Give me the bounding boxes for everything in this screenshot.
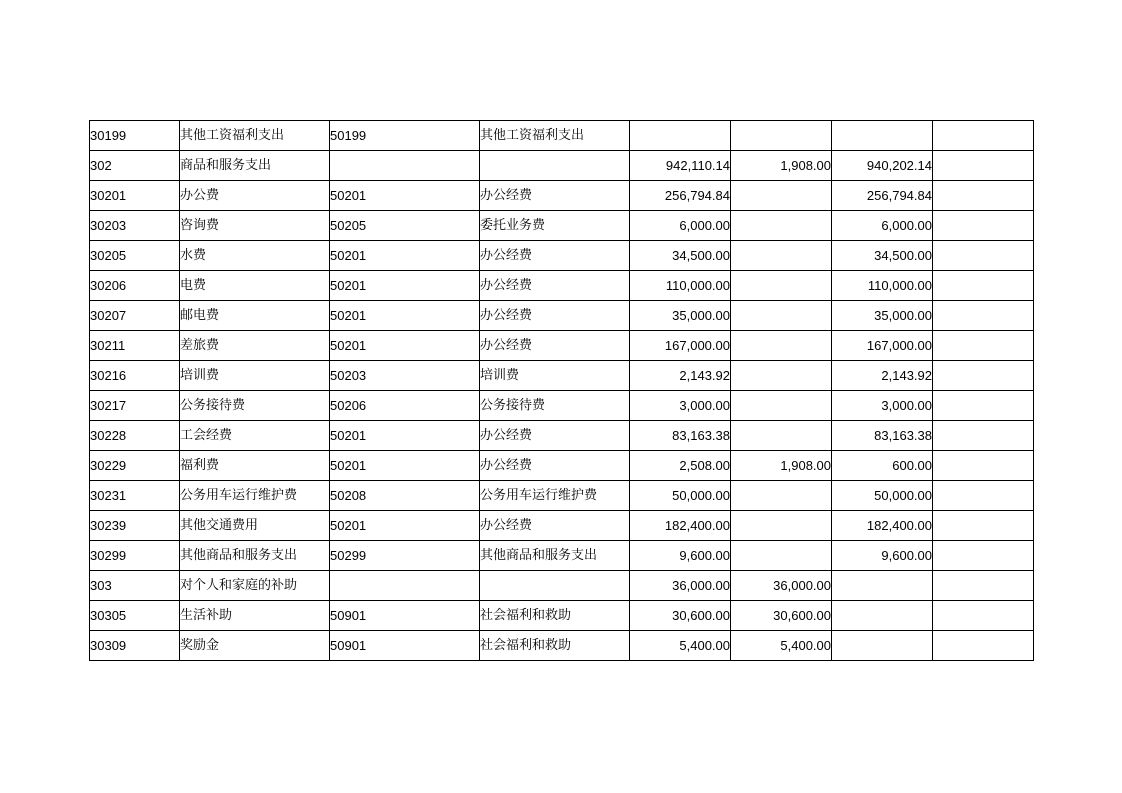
basic-amount-cell: 1,908.00 xyxy=(731,151,832,181)
project-amount-cell xyxy=(832,601,933,631)
func-name-cell: 工会经费 xyxy=(180,421,330,451)
func-code-cell: 30299 xyxy=(90,541,180,571)
func-code-cell: 30229 xyxy=(90,451,180,481)
func-code-cell: 30201 xyxy=(90,181,180,211)
other-amount-cell xyxy=(933,331,1034,361)
project-amount-cell: 35,000.00 xyxy=(832,301,933,331)
table-row xyxy=(90,151,1034,181)
other-amount-cell xyxy=(933,121,1034,151)
func-name-cell: 邮电费 xyxy=(180,301,330,331)
func-code-cell: 30211 xyxy=(90,331,180,361)
econ-name-cell: 办公经费 xyxy=(480,271,630,301)
other-amount-cell xyxy=(933,511,1034,541)
func-name-cell: 咨询费 xyxy=(180,211,330,241)
econ-code-cell: 50901 xyxy=(330,631,480,661)
table-row xyxy=(90,421,1034,451)
project-amount-cell: 2,143.92 xyxy=(832,361,933,391)
other-amount-cell xyxy=(933,631,1034,661)
func-name-cell: 办公费 xyxy=(180,181,330,211)
econ-name-cell xyxy=(480,571,630,601)
total-amount-cell: 110,000.00 xyxy=(630,271,731,301)
econ-name-cell xyxy=(480,151,630,181)
total-amount-cell: 34,500.00 xyxy=(630,241,731,271)
project-amount-cell: 50,000.00 xyxy=(832,481,933,511)
project-amount-cell: 167,000.00 xyxy=(832,331,933,361)
econ-code-cell: 50201 xyxy=(330,181,480,211)
basic-amount-cell xyxy=(731,421,832,451)
econ-name-cell: 公务用车运行维护费 xyxy=(480,481,630,511)
budget-table-body xyxy=(90,121,1034,661)
econ-code-cell: 50201 xyxy=(330,241,480,271)
func-name-cell: 公务接待费 xyxy=(180,391,330,421)
project-amount-cell: 940,202.14 xyxy=(832,151,933,181)
func-code-cell: 30231 xyxy=(90,481,180,511)
table-row xyxy=(90,361,1034,391)
func-code-cell: 302 xyxy=(90,151,180,181)
basic-amount-cell xyxy=(731,481,832,511)
basic-amount-cell xyxy=(731,331,832,361)
other-amount-cell xyxy=(933,451,1034,481)
econ-name-cell: 办公经费 xyxy=(480,181,630,211)
table-row xyxy=(90,301,1034,331)
table-row xyxy=(90,181,1034,211)
total-amount-cell: 6,000.00 xyxy=(630,211,731,241)
total-amount-cell: 3,000.00 xyxy=(630,391,731,421)
total-amount-cell: 256,794.84 xyxy=(630,181,731,211)
other-amount-cell xyxy=(933,571,1034,601)
func-code-cell: 30206 xyxy=(90,271,180,301)
project-amount-cell: 182,400.00 xyxy=(832,511,933,541)
econ-code-cell: 50201 xyxy=(330,301,480,331)
func-code-cell: 30216 xyxy=(90,361,180,391)
total-amount-cell: 50,000.00 xyxy=(630,481,731,511)
econ-name-cell: 办公经费 xyxy=(480,241,630,271)
econ-code-cell: 50201 xyxy=(330,331,480,361)
total-amount-cell: 9,600.00 xyxy=(630,541,731,571)
basic-amount-cell xyxy=(731,271,832,301)
project-amount-cell xyxy=(832,121,933,151)
func-code-cell: 30203 xyxy=(90,211,180,241)
basic-amount-cell xyxy=(731,541,832,571)
total-amount-cell: 167,000.00 xyxy=(630,331,731,361)
table-row xyxy=(90,601,1034,631)
econ-code-cell: 50201 xyxy=(330,451,480,481)
basic-amount-cell xyxy=(731,301,832,331)
func-name-cell: 对个人和家庭的补助 xyxy=(180,571,330,601)
other-amount-cell xyxy=(933,601,1034,631)
econ-code-cell xyxy=(330,571,480,601)
total-amount-cell: 83,163.38 xyxy=(630,421,731,451)
func-code-cell: 30239 xyxy=(90,511,180,541)
project-amount-cell: 6,000.00 xyxy=(832,211,933,241)
func-name-cell: 生活补助 xyxy=(180,601,330,631)
other-amount-cell xyxy=(933,361,1034,391)
table-row xyxy=(90,331,1034,361)
table-row xyxy=(90,121,1034,151)
econ-name-cell: 社会福利和救助 xyxy=(480,631,630,661)
project-amount-cell: 34,500.00 xyxy=(832,241,933,271)
basic-amount-cell xyxy=(731,511,832,541)
econ-name-cell: 其他商品和服务支出 xyxy=(480,541,630,571)
econ-code-cell: 50206 xyxy=(330,391,480,421)
other-amount-cell xyxy=(933,421,1034,451)
basic-amount-cell xyxy=(731,361,832,391)
func-code-cell: 30207 xyxy=(90,301,180,331)
econ-code-cell: 50201 xyxy=(330,421,480,451)
project-amount-cell: 9,600.00 xyxy=(832,541,933,571)
func-name-cell: 其他交通费用 xyxy=(180,511,330,541)
func-name-cell: 商品和服务支出 xyxy=(180,151,330,181)
budget-table xyxy=(89,120,1034,661)
func-name-cell: 其他工资福利支出 xyxy=(180,121,330,151)
total-amount-cell: 36,000.00 xyxy=(630,571,731,601)
econ-name-cell: 其他工资福利支出 xyxy=(480,121,630,151)
total-amount-cell: 2,508.00 xyxy=(630,451,731,481)
other-amount-cell xyxy=(933,391,1034,421)
total-amount-cell: 5,400.00 xyxy=(630,631,731,661)
econ-name-cell: 办公经费 xyxy=(480,511,630,541)
func-code-cell: 30205 xyxy=(90,241,180,271)
func-name-cell: 电费 xyxy=(180,271,330,301)
table-row xyxy=(90,631,1034,661)
func-code-cell: 30228 xyxy=(90,421,180,451)
econ-name-cell: 培训费 xyxy=(480,361,630,391)
other-amount-cell xyxy=(933,541,1034,571)
other-amount-cell xyxy=(933,301,1034,331)
basic-amount-cell xyxy=(731,241,832,271)
table-row xyxy=(90,541,1034,571)
other-amount-cell xyxy=(933,151,1034,181)
econ-name-cell: 社会福利和救助 xyxy=(480,601,630,631)
econ-code-cell: 50201 xyxy=(330,511,480,541)
total-amount-cell xyxy=(630,121,731,151)
basic-amount-cell xyxy=(731,181,832,211)
project-amount-cell: 3,000.00 xyxy=(832,391,933,421)
func-name-cell: 福利费 xyxy=(180,451,330,481)
table-row xyxy=(90,511,1034,541)
other-amount-cell xyxy=(933,271,1034,301)
table-row xyxy=(90,451,1034,481)
econ-code-cell: 50199 xyxy=(330,121,480,151)
func-name-cell: 差旅费 xyxy=(180,331,330,361)
basic-amount-cell xyxy=(731,391,832,421)
table-row xyxy=(90,571,1034,601)
func-name-cell: 水费 xyxy=(180,241,330,271)
econ-code-cell: 50901 xyxy=(330,601,480,631)
total-amount-cell: 942,110.14 xyxy=(630,151,731,181)
other-amount-cell xyxy=(933,181,1034,211)
other-amount-cell xyxy=(933,241,1034,271)
table-row xyxy=(90,211,1034,241)
func-code-cell: 30217 xyxy=(90,391,180,421)
func-code-cell: 30309 xyxy=(90,631,180,661)
func-name-cell: 奖励金 xyxy=(180,631,330,661)
table-row xyxy=(90,481,1034,511)
econ-name-cell: 办公经费 xyxy=(480,331,630,361)
other-amount-cell xyxy=(933,481,1034,511)
econ-name-cell: 办公经费 xyxy=(480,301,630,331)
econ-code-cell: 50203 xyxy=(330,361,480,391)
func-code-cell: 30305 xyxy=(90,601,180,631)
econ-name-cell: 办公经费 xyxy=(480,451,630,481)
econ-code-cell: 50299 xyxy=(330,541,480,571)
func-name-cell: 公务用车运行维护费 xyxy=(180,481,330,511)
table-row xyxy=(90,271,1034,301)
econ-code-cell: 50201 xyxy=(330,271,480,301)
project-amount-cell xyxy=(832,631,933,661)
project-amount-cell: 600.00 xyxy=(832,451,933,481)
basic-amount-cell xyxy=(731,121,832,151)
econ-name-cell: 公务接待费 xyxy=(480,391,630,421)
basic-amount-cell: 1,908.00 xyxy=(731,451,832,481)
table-row xyxy=(90,241,1034,271)
func-name-cell: 其他商品和服务支出 xyxy=(180,541,330,571)
func-name-cell: 培训费 xyxy=(180,361,330,391)
econ-name-cell: 办公经费 xyxy=(480,421,630,451)
project-amount-cell: 83,163.38 xyxy=(832,421,933,451)
econ-code-cell: 50205 xyxy=(330,211,480,241)
total-amount-cell: 35,000.00 xyxy=(630,301,731,331)
project-amount-cell: 256,794.84 xyxy=(832,181,933,211)
basic-amount-cell: 36,000.00 xyxy=(731,571,832,601)
func-code-cell: 30199 xyxy=(90,121,180,151)
table-row xyxy=(90,391,1034,421)
project-amount-cell xyxy=(832,571,933,601)
basic-amount-cell: 5,400.00 xyxy=(731,631,832,661)
total-amount-cell: 30,600.00 xyxy=(630,601,731,631)
project-amount-cell: 110,000.00 xyxy=(832,271,933,301)
econ-name-cell: 委托业务费 xyxy=(480,211,630,241)
other-amount-cell xyxy=(933,211,1034,241)
econ-code-cell: 50208 xyxy=(330,481,480,511)
total-amount-cell: 182,400.00 xyxy=(630,511,731,541)
econ-code-cell xyxy=(330,151,480,181)
func-code-cell: 303 xyxy=(90,571,180,601)
basic-amount-cell: 30,600.00 xyxy=(731,601,832,631)
total-amount-cell: 2,143.92 xyxy=(630,361,731,391)
basic-amount-cell xyxy=(731,211,832,241)
